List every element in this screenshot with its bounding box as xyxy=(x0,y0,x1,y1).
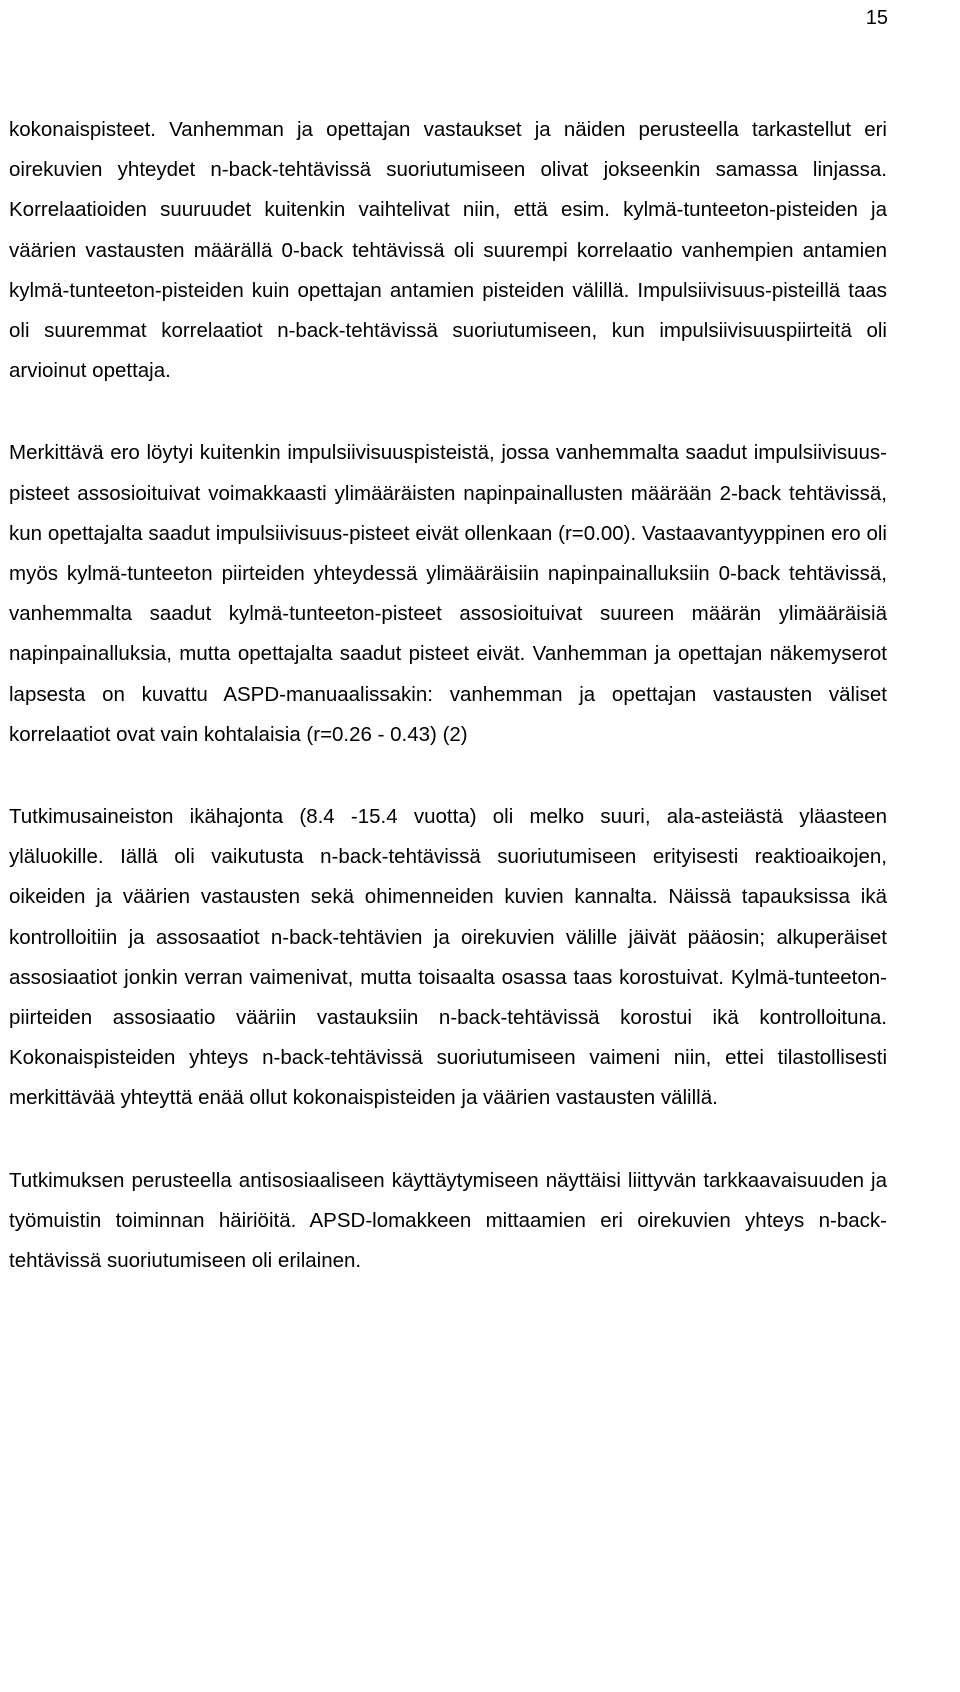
paragraph-gap xyxy=(9,755,887,797)
paragraph-gap xyxy=(9,391,887,433)
document-body xyxy=(9,110,887,1281)
page-number: 15 xyxy=(865,7,888,29)
paragraph-3: Tutkimusaineiston ikähajonta (8.4 -15.4 vuotta) oli melko suuri, ala-asteiästä yläasteen yläluokille. Iällä oli vaikutusta n-back-tehtävissä suoriutumiseen erityisesti reaktioaikojen, oikeiden ja väärien vastausten sekä ohimenneiden kuvien kannalta. Näissä tapauksissa ikä kontrolloitiin ja assosaatiot n-back-tehtävien ja oirekuvien välille jäivät pääosin; alkuperäiset assosiaatiot jonkin verran vaimenivat, mutta toisaalta osassa taas korostuivat. Kylmä-tunteeton-piirteiden assosiaatio vääriin vastauksiin n-back-tehtävissä korostui ikä kontrolloituna. Kokonaispisteiden yhteys n-back-tehtävissä suoriutumiseen vaimeni niin, ettei tilastollisesti merkittävää yhteyttä enää ollut kokonaispisteiden ja väärien vastausten välillä. xyxy=(9,805,887,1110)
paragraph-gap xyxy=(9,1119,887,1161)
paragraph-2: Merkittävä ero löytyi kuitenkin impulsiivisuuspisteistä, jossa vanhemmalta saadut impulsiivisuus-pisteet assosioituivat voimakkaasti ylimääräisten napinpainallusten määrään 2-back tehtävissä, kun opettajalta saadut impulsiivisuus-pisteet eivät ollenkaan (r=0.00). Vastaavantyyppinen ero oli myös kylmä-tunteeton piirteiden yhteydessä ylimääräisiin napinpainalluksiin 0-back tehtävissä, vanhemmalta saadut kylmä-tunteeton-pisteet assosioituivat suureen määrän ylimääräisiä napinpainalluksia, mutta opettajalta saadut pisteet eivät. Vanhemman ja opettajan näkemyserot lapsesta on kuvattu ASPD-manuaalissakin: vanhemman ja opettajan vastausten väliset korrelaatiot ovat vain kohtalaisia (r=0.26 - 0.43) (2) xyxy=(9,441,887,746)
paragraph-1: kokonaispisteet. Vanhemman ja opettajan vastaukset ja näiden perusteella tarkastellut eri oirekuvien yhteydet n-back-tehtävissä suoriutumiseen olivat jokseenkin samassa linjassa. Korrelaatioiden suuruudet kuitenkin vaihtelivat niin, että esim. kylmä-tunteeton-pisteiden ja väärien vastausten määrällä 0-back tehtävissä oli suurempi korrelaatio vanhempien antamien kylmä-tunteeton-pisteiden kuin opettajan antamien pisteiden välillä. Impulsiivisuus-pisteillä taas oli suuremmat korrelaatiot n-back-tehtävissä suoriutumiseen, kun impulsiivisuuspiirteitä oli arvioinut opettaja. xyxy=(9,118,887,383)
paragraph-4: Tutkimuksen perusteella antisosiaaliseen käyttäytymiseen näyttäisi liittyvän tarkkaavaisuuden ja työmuistin toiminnan häiriöitä. APSD-lomakkeen mittaamien eri oirekuvien yhteys n-back-tehtävissä suoriutumiseen oli erilainen. xyxy=(9,1168,887,1273)
